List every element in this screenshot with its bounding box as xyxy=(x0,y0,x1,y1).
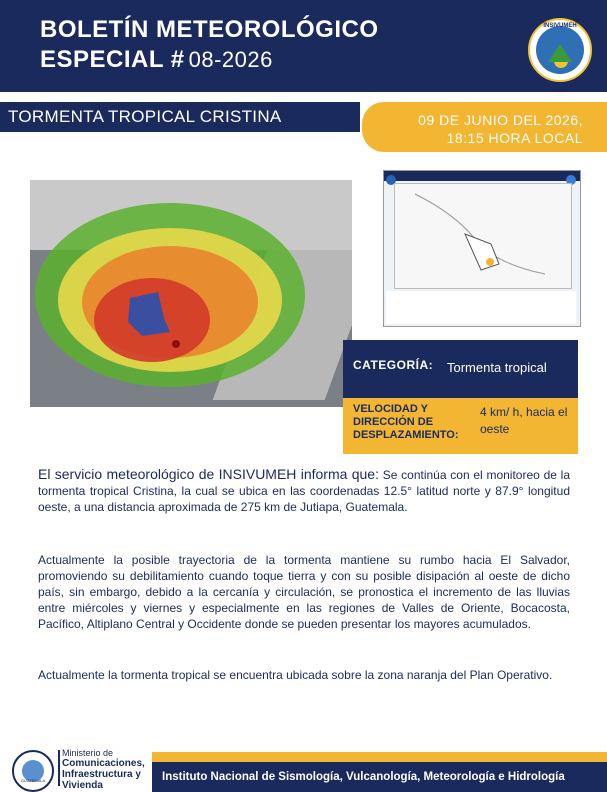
ministry-line2: Comunicaciones, xyxy=(62,758,145,769)
forecast-cone xyxy=(465,234,499,270)
nhc-forecast-cone-image xyxy=(383,170,581,327)
paragraph-2: Actualmente la posible trayectoria de la tormenta mantiene su rumbo hacia El Salvador, promoviendo su debilitamiento cuando toque tierra y con su posible disipación al oeste de dicho país, sin embargo, debido a la cercanía y circulación, se pronostica el incremento de las lluvias entre miércoles y viernes y especialmente en las regiones de Valles de Oriente, Bocacosta, Pacífico, Altiplano Central y Occidente donde se pueden presentar los mayores acumulados. xyxy=(38,553,570,631)
bulletin-date: 09 DE JUNIO DEL 2026, xyxy=(418,112,583,128)
ministry-divider xyxy=(58,750,60,786)
footer-bar xyxy=(152,762,607,792)
paragraph-1 xyxy=(38,466,570,515)
bulletin-title-line2 xyxy=(40,46,273,74)
institute-name: Instituto Nacional de Sismología, Vulcanología, Meteorología e Hidrología xyxy=(162,771,565,783)
storm-name: TORMENTA TROPICAL CRISTINA xyxy=(8,107,282,126)
date-box xyxy=(362,102,607,152)
nhc-header-bar xyxy=(384,171,580,181)
storm-impact-map xyxy=(30,180,352,407)
ministry-line1: Ministerio de xyxy=(62,748,114,758)
bulletin-title-line1: BOLETÍN METEOROLÓGICO xyxy=(40,16,379,43)
paragraph-1-body: Se continúa con el monitoreo de la tormenta tropical Cristina, la cual se ubica en las coordenadas 12.5° latitud norte y 87.9° longitud oeste, a una distancia aproximada de 275 km de Jutiapa, Guatemala. xyxy=(38,468,571,514)
bulletin-time: 18:15 HORA LOCAL xyxy=(446,130,583,146)
volcano-icon xyxy=(548,44,572,62)
velocity-label: VELOCIDAD Y DIRECCIÓN DE DESPLAZAMIENTO: xyxy=(353,403,459,441)
bulletin-number: 08-2026 xyxy=(188,47,273,72)
paragraph-1-lead: El servicio meteorológico de INSIVUMEH informa que: xyxy=(38,466,379,482)
ministry-logo xyxy=(12,748,152,790)
category-value: Tormenta tropical xyxy=(447,360,547,375)
bulletin-header xyxy=(0,0,607,92)
ministry-line3: Infraestructura y xyxy=(62,769,141,780)
nhc-legend xyxy=(386,291,576,324)
velocity-box xyxy=(343,398,578,454)
guatemala-seal-icon xyxy=(12,750,54,792)
paragraph-3: Actualmente la tormenta tropical se encuentra ubicada sobre la zona naranja del Plan Operativo. xyxy=(38,668,553,682)
logo-text: INSIVUMEH xyxy=(543,23,577,29)
nhc-map xyxy=(394,183,572,289)
category-box xyxy=(343,340,578,398)
category-label: CATEGORÍA: xyxy=(353,358,434,372)
insivumeh-logo xyxy=(528,18,592,82)
storm-position-icon xyxy=(486,258,494,266)
seal-text: GUATEMALA xyxy=(20,778,46,783)
bulletin-title-prefix: ESPECIAL # xyxy=(40,46,185,73)
storm-name-band xyxy=(0,102,360,132)
storm-center-marker xyxy=(172,340,180,348)
footer-accent-bar xyxy=(152,752,607,762)
impact-zones-svg xyxy=(30,180,352,407)
ministry-line4: Vivienda xyxy=(62,780,103,791)
nhc-map-svg xyxy=(395,184,571,288)
velocity-value: 4 km/ h, hacia el oeste xyxy=(480,405,568,436)
logo-emblem xyxy=(536,26,584,74)
